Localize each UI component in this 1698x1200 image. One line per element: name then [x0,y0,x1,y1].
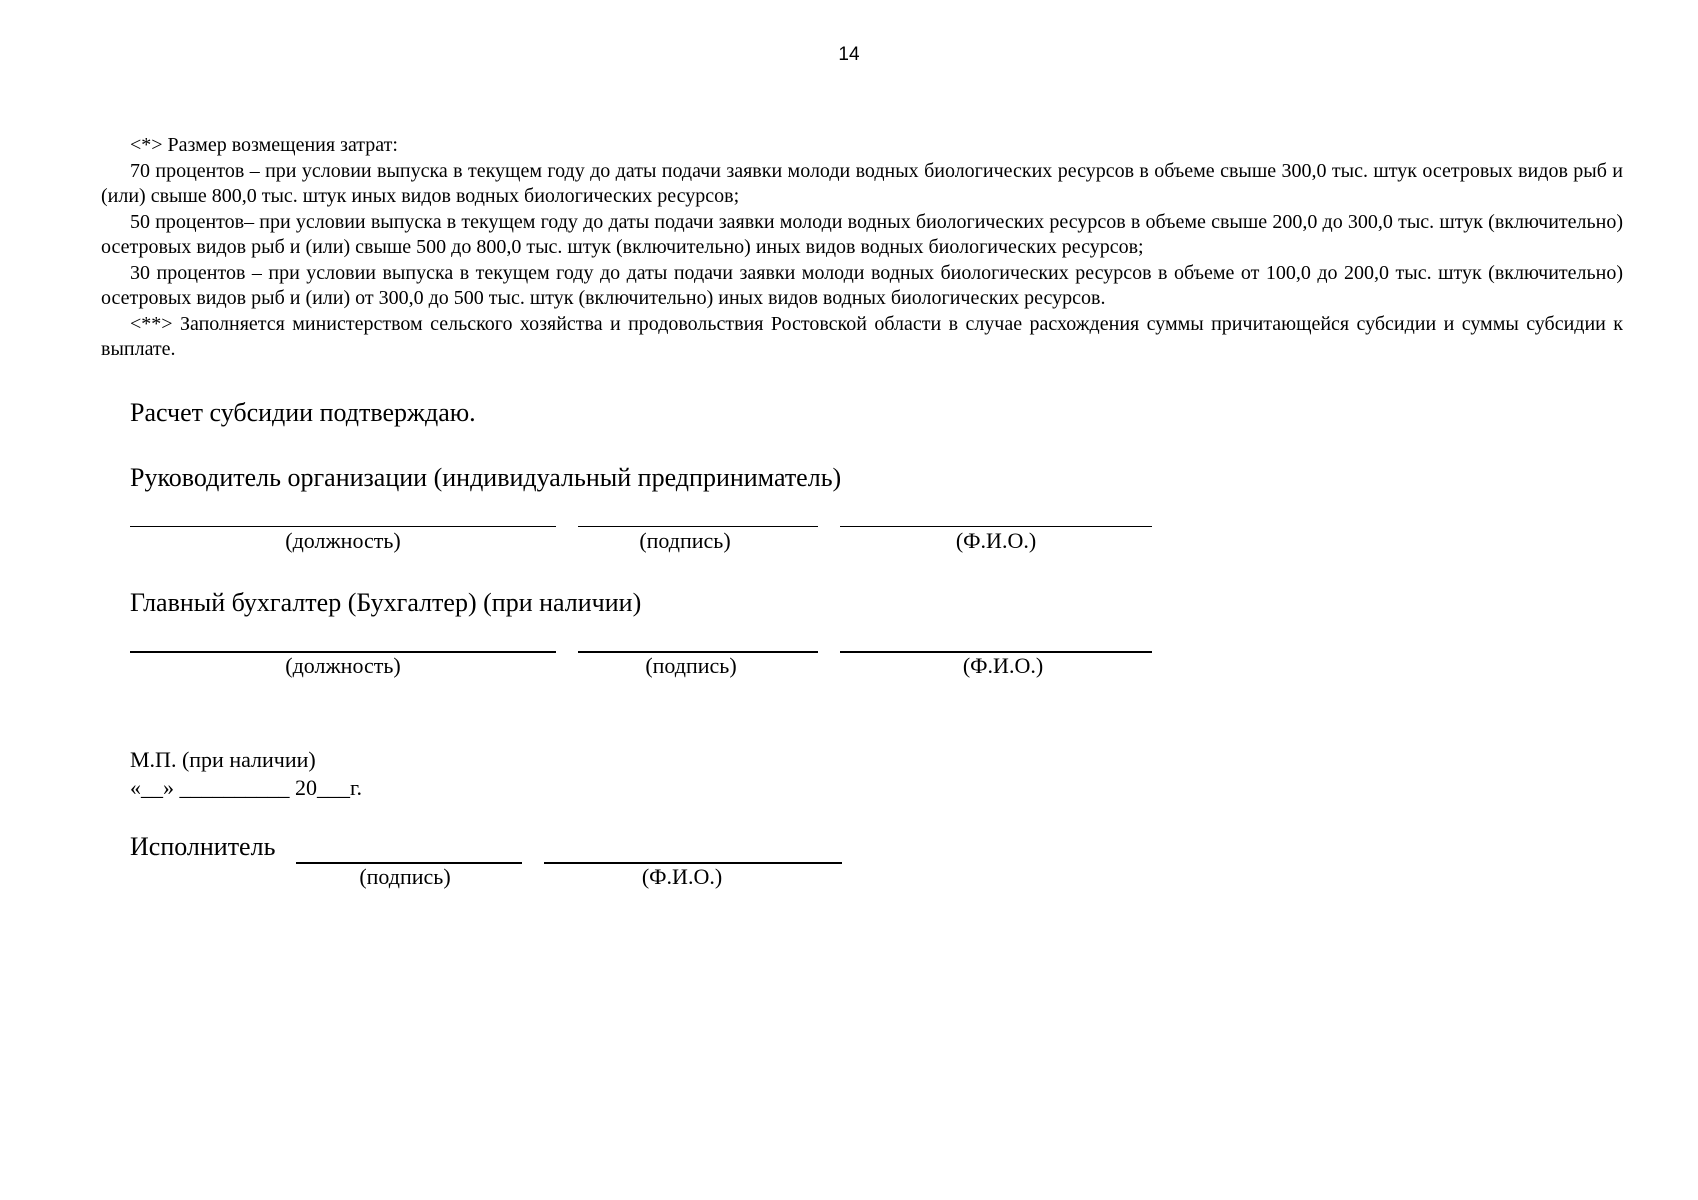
accountant-fio-caption: (Ф.И.О.) [962,653,1044,678]
footnote-item-30: 30 процентов – при условии выпуска в текущем году до даты подачи заявки молоди водных биологических ресурсов в объеме от 100,0 до 200,0 тыс. штук (включительно) осетровых видов рыб и (или) от 300,0 до 500 тыс. штук (включительно) иных видов водных биологических ресурсов. [101,261,1623,309]
footnote-item-50: 50 процентов– при условии выпуска в текущем году до даты подачи заявки молоди водных биологических ресурсов в объеме свыше 200,0 до 300,0 тыс. штук (включительно) осетровых видов рыб и (или) свыше 500 до 800,0 тыс. штук (включительно) иных видов водных биологических ресурсов; [101,210,1623,258]
footnotes [101,133,1623,363]
footnote-item-70: 70 процентов – при условии выпуска в текущем году до даты подачи заявки молоди водных биологических ресурсов в объеме свыше 300,0 тыс. штук осетровых видов рыб и (или) свыше 800,0 тыс. штук иных видов водных биологических ресурсов; [101,159,1623,207]
head-block-title: Руководитель организации (индивидуальный предприниматель) [130,463,842,492]
seal-text: М.П. (при наличии) [130,747,316,772]
accountant-block-title: Главный бухгалтер (Бухгалтер) (при наличии) [130,588,642,617]
head-fio-caption: (Ф.И.О.) [955,528,1037,553]
head-position-caption: (должность) [285,528,401,553]
footnote-ministry-note: <**> Заполняется министерством сельского хозяйства и продовольствия Ростовской области в случае расхождения суммы причитающейся субсидии и суммы субсидии к выплате. [101,312,1623,360]
date-line: «__» __________ 20___г. [130,775,363,800]
head-fio-line[interactable] [840,526,1152,527]
executor-signature-caption: (подпись) [359,864,451,889]
head-position-line[interactable] [130,526,556,527]
head-signature-caption: (подпись) [639,528,731,553]
confirm-text: Расчет субсидии подтверждаю. [130,398,476,427]
page-number: 14 [838,44,860,65]
footnote-heading: <*> Размер возмещения затрат: [130,134,398,156]
executor-label: Исполнитель [130,832,276,861]
accountant-position-caption: (должность) [285,653,401,678]
head-signature-line[interactable] [578,526,818,527]
accountant-signature-caption: (подпись) [645,653,737,678]
executor-fio-caption: (Ф.И.О.) [641,864,723,889]
